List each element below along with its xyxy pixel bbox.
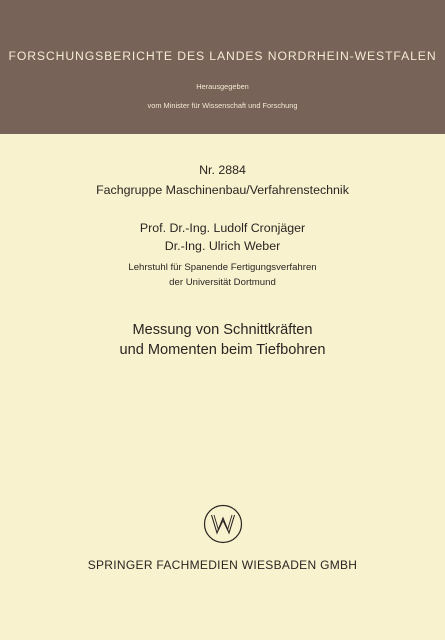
author-1: Prof. Dr.-Ing. Ludolf Cronjäger [139, 221, 306, 235]
publisher-name: SPRINGER FACHMEDIEN WIESBADEN GMBH [87, 558, 358, 572]
report-number: Nr. 2884 [199, 163, 246, 177]
book-title-line-1: Messung von Schnittkräften [132, 322, 313, 338]
subject-group: Fachgruppe Maschinenbau/Verfahrenstechnik [96, 183, 349, 197]
editor-label: Herausgegeben [196, 82, 249, 91]
institution-line-2: der Universität Dortmund [169, 277, 276, 288]
springer-logo-icon [203, 504, 243, 544]
editor-name: vom Minister für Wissenschaft und Forschung [147, 101, 298, 110]
book-title-line-2: und Momenten beim Tiefbohren [119, 342, 326, 358]
header-band [0, 0, 445, 134]
series-title: FORSCHUNGSBERICHTE DES LANDES NORDRHEIN-WESTFALEN [8, 49, 437, 63]
institution-line-1: Lehrstuhl für Spanende Fertigungsverfahren [128, 262, 317, 273]
author-2: Dr.-Ing. Ulrich Weber [164, 239, 281, 253]
